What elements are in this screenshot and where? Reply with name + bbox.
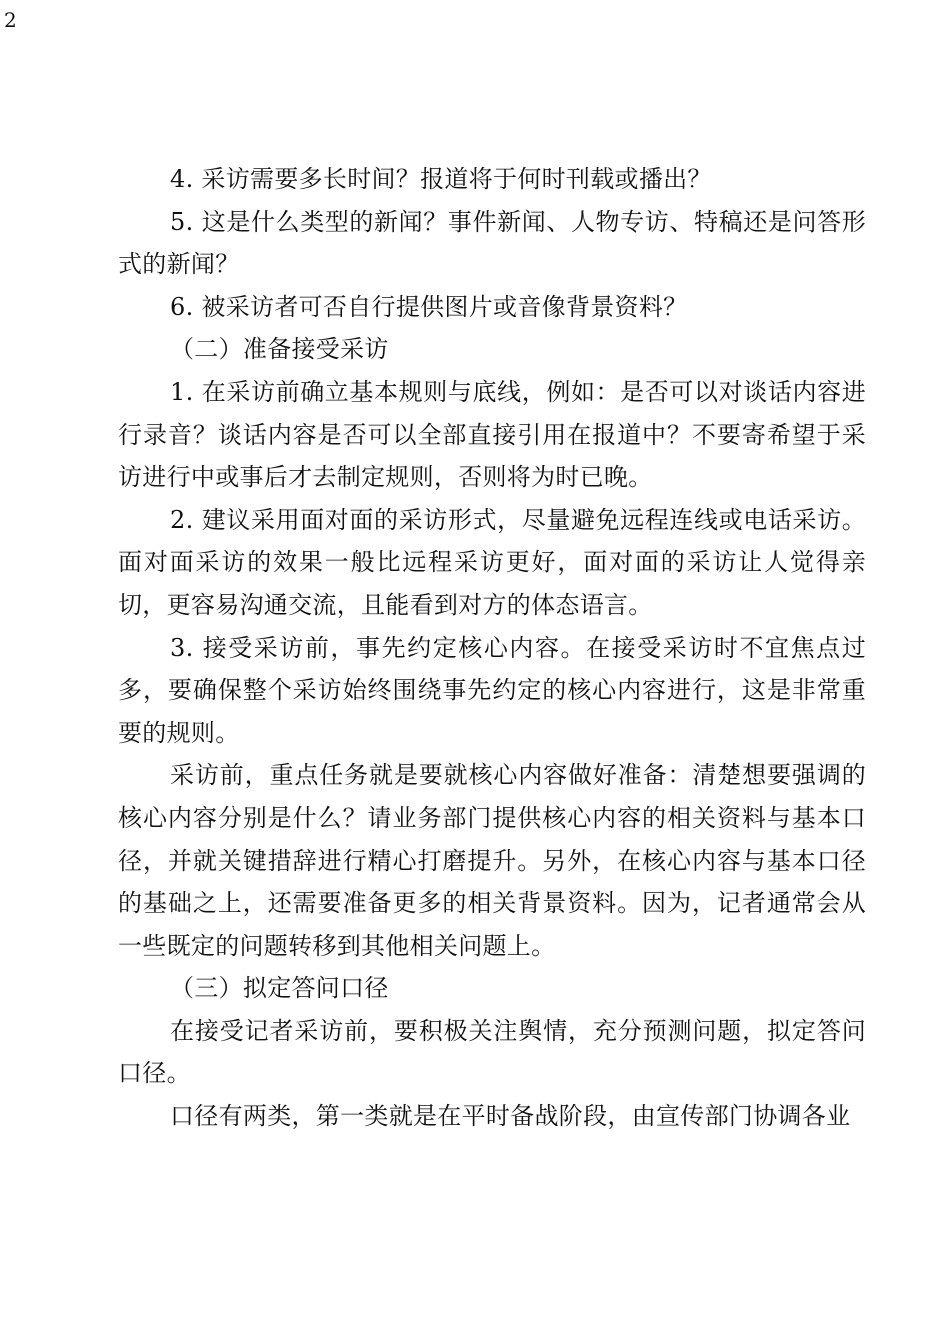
section-heading-prepare-interview: （二）准备接受采访 <box>170 335 389 364</box>
paragraph-draft-answers: 在接受记者采访前，要积极关注舆情，充分预测问题，拟定答问口径。 <box>118 1016 866 1088</box>
paragraph-core-content: 采访前，重点任务就是要就核心内容做好准备：清楚想要强调的核心内容分别是什么？请业务部门提供核心内容的相关资料与基本口径，并就关键措辞进行精心打磨提升。另外，在核心内容与基本口径的基础之上，还需要准备更多的相关背景资料。因为，记者通常会从一些既定的问题转移到其他相关问题上。 <box>118 761 866 960</box>
paragraph-q4: 4. 采访需要多长时间？报道将于何时刊载或播出？ <box>170 165 712 193</box>
paragraph-rule-1: 1. 在采访前确立基本规则与底线，例如：是否可以对谈话内容进行录音？谈话内容是否可以全部直接引用在报道中？不要寄希望于采访进行中或事后才去制定规则，否则将为时已晚。 <box>118 377 866 492</box>
paragraph-q6: 6. 被采访者可否自行提供图片或音像背景资料？ <box>170 292 688 321</box>
paragraph-q5: 5. 这是什么类型的新闻？事件新闻、人物专访、特稿还是问答形式的新闻？ <box>118 207 866 279</box>
document-body <box>118 158 866 1138</box>
paragraph-rule-2: 2. 建议采用面对面的采访形式，尽量避免远程连线或电话采访。面对面采访的效果一般比远程采访更好，面对面的采访让人觉得亲切，更容易沟通交流，且能看到对方的体态语言。 <box>118 505 866 619</box>
section-heading-draft-answers: （三）拟定答问口径 <box>170 974 389 1003</box>
paragraph-answer-types: 口径有两类，第一类就是在平时备战阶段，由宣传部门协调各业 <box>170 1102 851 1131</box>
page-number: 2 <box>4 8 17 32</box>
paragraph-rule-3: 3. 接受采访前，事先约定核心内容。在接受采访时不宜焦点过多，要确保整个采访始终围绕事先约定的核心内容进行，这是非常重要的规则。 <box>118 633 866 747</box>
